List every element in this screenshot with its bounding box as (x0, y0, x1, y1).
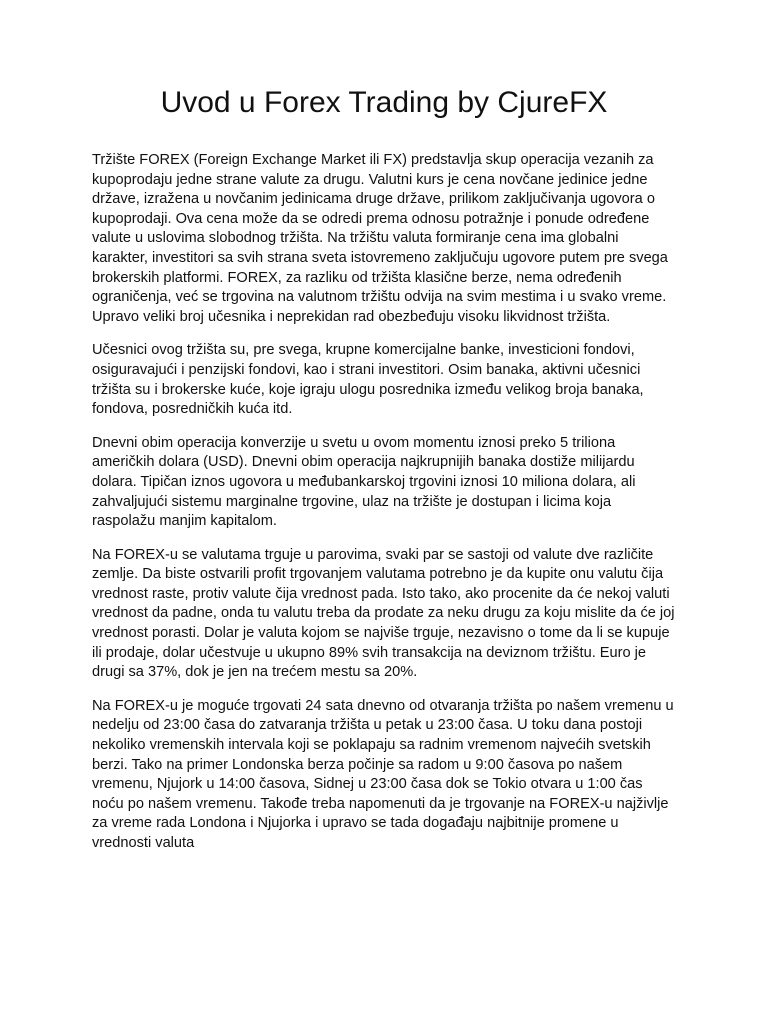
paragraph-currency-pairs: Na FOREX-u se valutama trguje u parovima, svaki par se sastoji od valute dve različite zemlje. Da biste ostvarili profit trgovanjem valutama potrebno je da kupite onu valutu čija vrednost raste, protiv valute čija vrednost pada. Isto tako, ako procenite da će nekoj valuti vrednost da padne, onda tu valutu treba da prodate za neku drugu za koju mislite da će joj vrednost porasti. Dolar je valuta kojom se najviše trguje, nezavisno o tome da li se kupuje ili prodaje, dolar učestvuje u ukupno 89% svih transakcija na deviznom tržištu. Euro je drugi sa 37%, dok je jen na trećem mestu sa 20%. (92, 546, 675, 681)
paragraph-participants: Učesnici ovog tržišta su, pre svega, krupne komercijalne banke, investicioni fondovi, osiguravajući i penzijski fondovi, kao i strani investitori. Osim banaka, aktivni učesnici tržišta su i brokerske kuće, koje igraju ulogu posrednika između velikog broja banaka, fondova, posredničkih kuća itd. (92, 342, 644, 418)
document-title: Uvod u Forex Trading by CjureFX (160, 86, 608, 119)
paragraph-daily-volume: Dnevni obim operacija konverzije u svetu u ovom momentu iznosi preko 5 triliona američkih dolara (USD). Dnevni obim operacija najkrupnijih banaka dostiže milijardu dolara. Tipičan iznos ugovora u međubankarskoj trgovini iznosi 10 miliona dolara, ali zahvaljujući sistemu marginalne trgovine, ulaz na tržište je dostupan i licima koja raspolažu manjim kapitalom. (92, 434, 636, 530)
paragraph-intro: Tržište FOREX (Foreign Exchange Market ili FX) predstavlja skup operacija vezanih za kupoprodaju jedne strane valute za drugu. Valutni kurs je cena novčane jedinice jedne države, izražena u novčanim jedinicama druge države, prilikom zaključivanja ugovora o kupoprodaji. Ova cena može da se odredi prema odnosu potražnje i ponude određene valute u uslovima slobodnog tržišta. Na tržištu valuta formiranje cena ima globalni karakter, investitori sa svih strana sveta istovremeno zaključuju ugovore putem pre svega brokerskih platformi. FOREX, za razliku od tržišta klasične berze, nema određenih ograničenja, već se trgovina na valutnom tržištu odvija na svim mestima i u svako vreme. Upravo veliki broj učesnika i neprekidan rad obezbeđuju visoku likvidnost tržišta. (92, 152, 668, 325)
paragraph-trading-hours: Na FOREX-u je moguće trgovati 24 sata dnevno od otvaranja tržišta po našem vremenu u nedelju od 23:00 časa do zatvaranja tržišta u petak u 23:00 časa. U toku dana postoji nekoliko vremenskih intervala koji se poklapaju sa radnim vremenom najvećih svetskih berzi. Tako na primer Londonska berza počinje sa radom u 9:00 časova po našem vremenu, Njujork u 14:00 časova, Sidnej u 23:00 časa dok se Tokio otvara u 1:00 čas noću po našem vremenu. Takođe treba napomenuti da je trgovanje na FOREX-u najživlje za vreme rada Londona i Njujorka i upravo se tada događaju najbitnije promene u vrednosti valuta (92, 697, 674, 851)
